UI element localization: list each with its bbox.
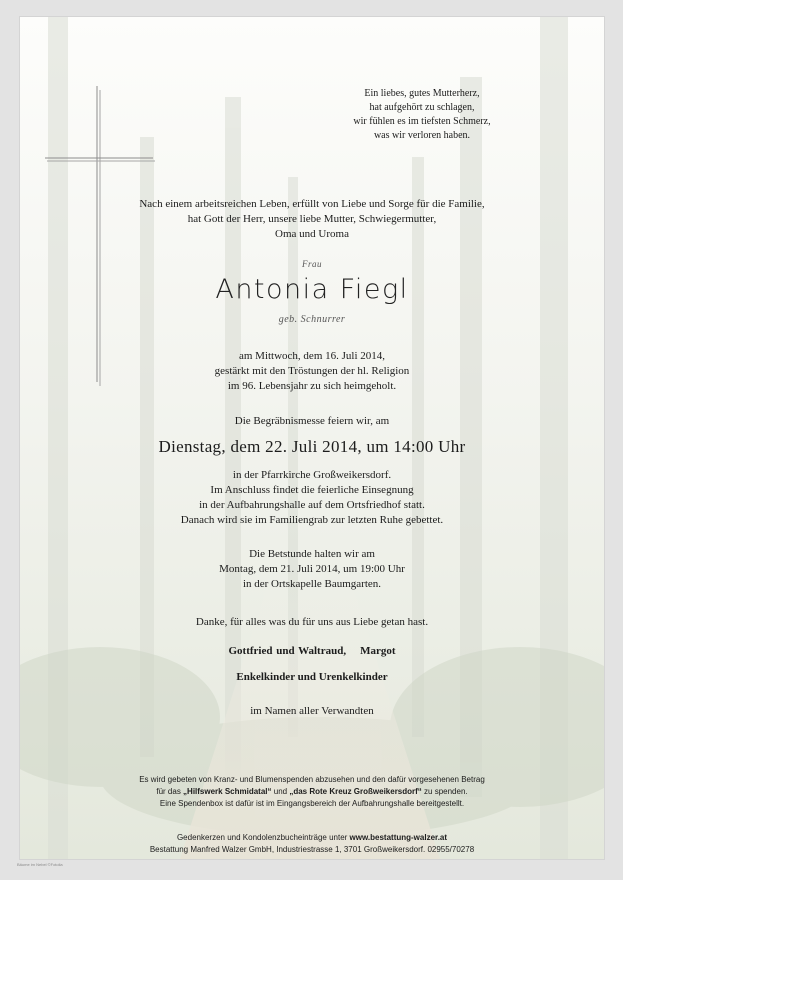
family-grandchildren: Enkelkinder und Urenkelkinder	[236, 671, 388, 683]
motto-verse	[330, 87, 514, 143]
death-line: im 96. Lebensjahr zu sich heimgeholt.	[227, 380, 397, 392]
intro-line: Oma und Uroma	[275, 228, 349, 240]
church-line: in der Aufbahrungshalle auf dem Ortsfriedhof statt.	[199, 499, 425, 511]
prayer-line: Die Betstunde halten wir am	[249, 548, 375, 560]
funeral-home-link[interactable]: www.bestattung-walzer.at	[349, 833, 448, 842]
donation-line: Es wird gebeten von Kranz- und Blumenspenden abzusehen und den dafür vorgesehenen Betrag	[139, 775, 485, 784]
obituary-card	[19, 16, 605, 860]
church-line: in der Pfarrkirche Großweikersdorf.	[232, 469, 392, 481]
family-name-a: Gottfried und Waltraud,	[228, 645, 347, 657]
motto-line: wir fühlen es im tiefsten Schmerz,	[353, 116, 491, 127]
prayer-line: Montag, dem 21. Juli 2014, um 19:00 Uhr	[219, 563, 405, 575]
death-line: gestärkt mit den Tröstungen der hl. Religion	[214, 365, 410, 377]
motto-line: hat aufgehört zu schlagen,	[369, 102, 475, 113]
charity-name: „Hilfswerk Schmidatal“	[183, 787, 272, 796]
family-name-b: Margot	[360, 645, 396, 657]
motto-line: was wir verloren haben.	[373, 130, 471, 141]
mass-date: Dienstag, dem 22. Juli 2014, um 14:00 Uhr	[158, 437, 466, 456]
prayer-line: in der Ortskapelle Baumgarten.	[242, 578, 382, 590]
prayer-hour	[20, 547, 604, 592]
thanks-line: Danke, für alles was du für uns aus Liebe getan hast.	[195, 616, 429, 628]
salutation: Frau	[302, 259, 322, 269]
charity-name: „das Rote Kreuz Großweikersdorf“	[289, 787, 422, 796]
church-line: Im Anschluss findet die feierliche Einsegnung	[210, 484, 414, 496]
deceased-name: Antonia Fiegl	[215, 274, 409, 305]
motto-line: Ein liebes, gutes Mutterherz,	[364, 88, 480, 99]
donation-line: für das „Hilfswerk Schmidatal“ und „das Rote Kreuz Großweikersdorf“ zu spenden.	[156, 787, 468, 796]
obituary-text	[20, 17, 604, 859]
donation-line: Eine Spendenbox ist dafür ist im Eingangsbereich der Aufbahrungshalle bereitgestellt.	[159, 799, 465, 808]
intro-line: Nach einem arbeitsreichen Leben, erfüllt von Liebe und Sorge für die Familie,	[139, 198, 485, 210]
death-line: am Mittwoch, dem 16. Juli 2014,	[238, 350, 386, 362]
death-details	[20, 349, 604, 394]
mass-intro: Die Begräbnismesse feiern wir, am	[234, 415, 390, 427]
donation-notice	[20, 774, 604, 810]
footer-line: Bestattung Manfred Walzer GmbH, Industriestrasse 1, 3701 Großweikersdorf. 02955/70278	[149, 845, 475, 854]
image-credit: Bäume im Nebel ©Fotolia	[17, 862, 63, 867]
family-mourners	[20, 645, 604, 657]
intro-line: hat Gott der Herr, unsere liebe Mutter, Schwiegermutter,	[187, 213, 437, 225]
church-details	[20, 468, 604, 528]
funeral-home-footer	[20, 832, 604, 856]
on-behalf-line: im Namen aller Verwandten	[250, 705, 374, 717]
church-line: Danach wird sie im Familiengrab zur letzten Ruhe gebettet.	[180, 514, 444, 526]
maiden-name: geb. Schnurrer	[278, 314, 346, 325]
intro-text	[80, 197, 544, 242]
footer-line: Gedenkerzen und Kondolenzbucheinträge unter www.bestattung-walzer.at	[176, 833, 448, 842]
